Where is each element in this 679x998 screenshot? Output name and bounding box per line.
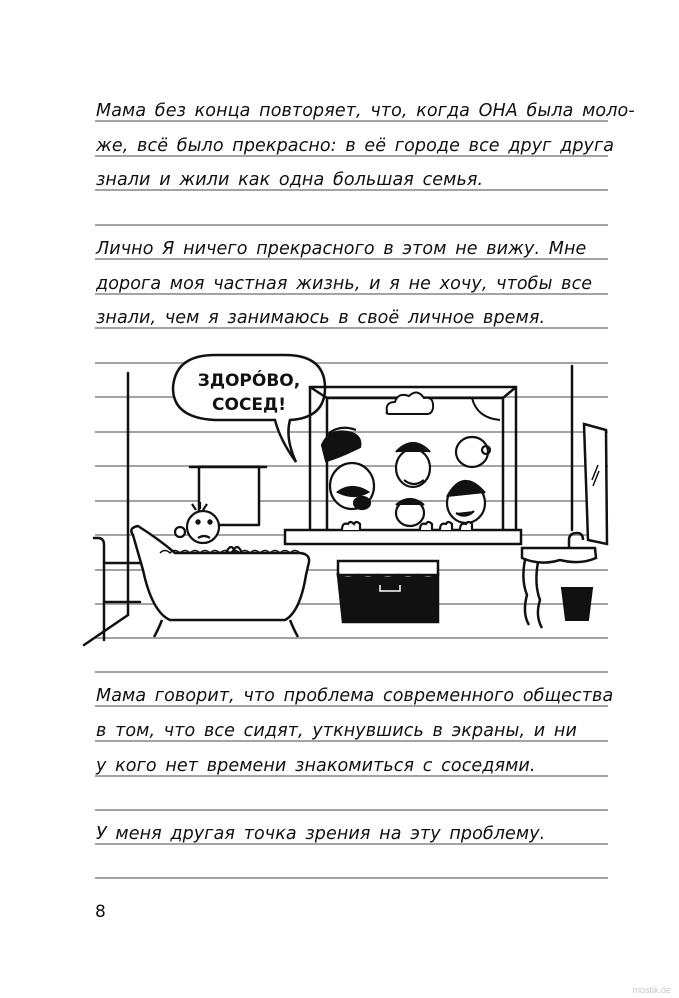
ruled-line [95, 809, 608, 811]
bathtub [131, 526, 309, 637]
ruled-line [95, 671, 608, 673]
mirror [584, 424, 607, 544]
trash-bin [562, 588, 592, 620]
speech-bubble-line1: ЗДОРÓВО, [197, 371, 301, 391]
text-line: У меня другая точка зрения на эту проблему. [96, 824, 546, 844]
ruled-line [95, 877, 608, 879]
bathroom-illustration [80, 340, 620, 660]
text-line: дорога моя частная жизнь, и я не хочу, чтобы все [96, 274, 593, 294]
neighbors [322, 428, 490, 530]
watermark: mostik.de [632, 985, 671, 995]
text-line: знали и жили как одна большая семья. [96, 170, 484, 190]
text-line: Мама без конца повторяет, что, когда ОНА была моло- [96, 101, 635, 121]
ruled-line [95, 224, 608, 226]
text-line: же, всё было прекрасно: в её городе все друг друга [96, 136, 615, 156]
page-number: 8 [95, 902, 106, 922]
hamper [338, 561, 438, 622]
speech-bubble-line2: СОСЕД! [212, 395, 286, 415]
text-line: знали, чем я занимаюсь в своё личное время. [96, 308, 546, 328]
text-line: Лично Я ничего прекрасного в этом не вижу. Мне [96, 239, 587, 259]
text-line: у кого нет времени знакомиться с соседями. [96, 756, 536, 776]
text-line: Мама говорит, что проблема современного общества [96, 686, 614, 706]
text-line: в том, что все сидят, уткнувшись в экраны, и ни [96, 721, 577, 741]
